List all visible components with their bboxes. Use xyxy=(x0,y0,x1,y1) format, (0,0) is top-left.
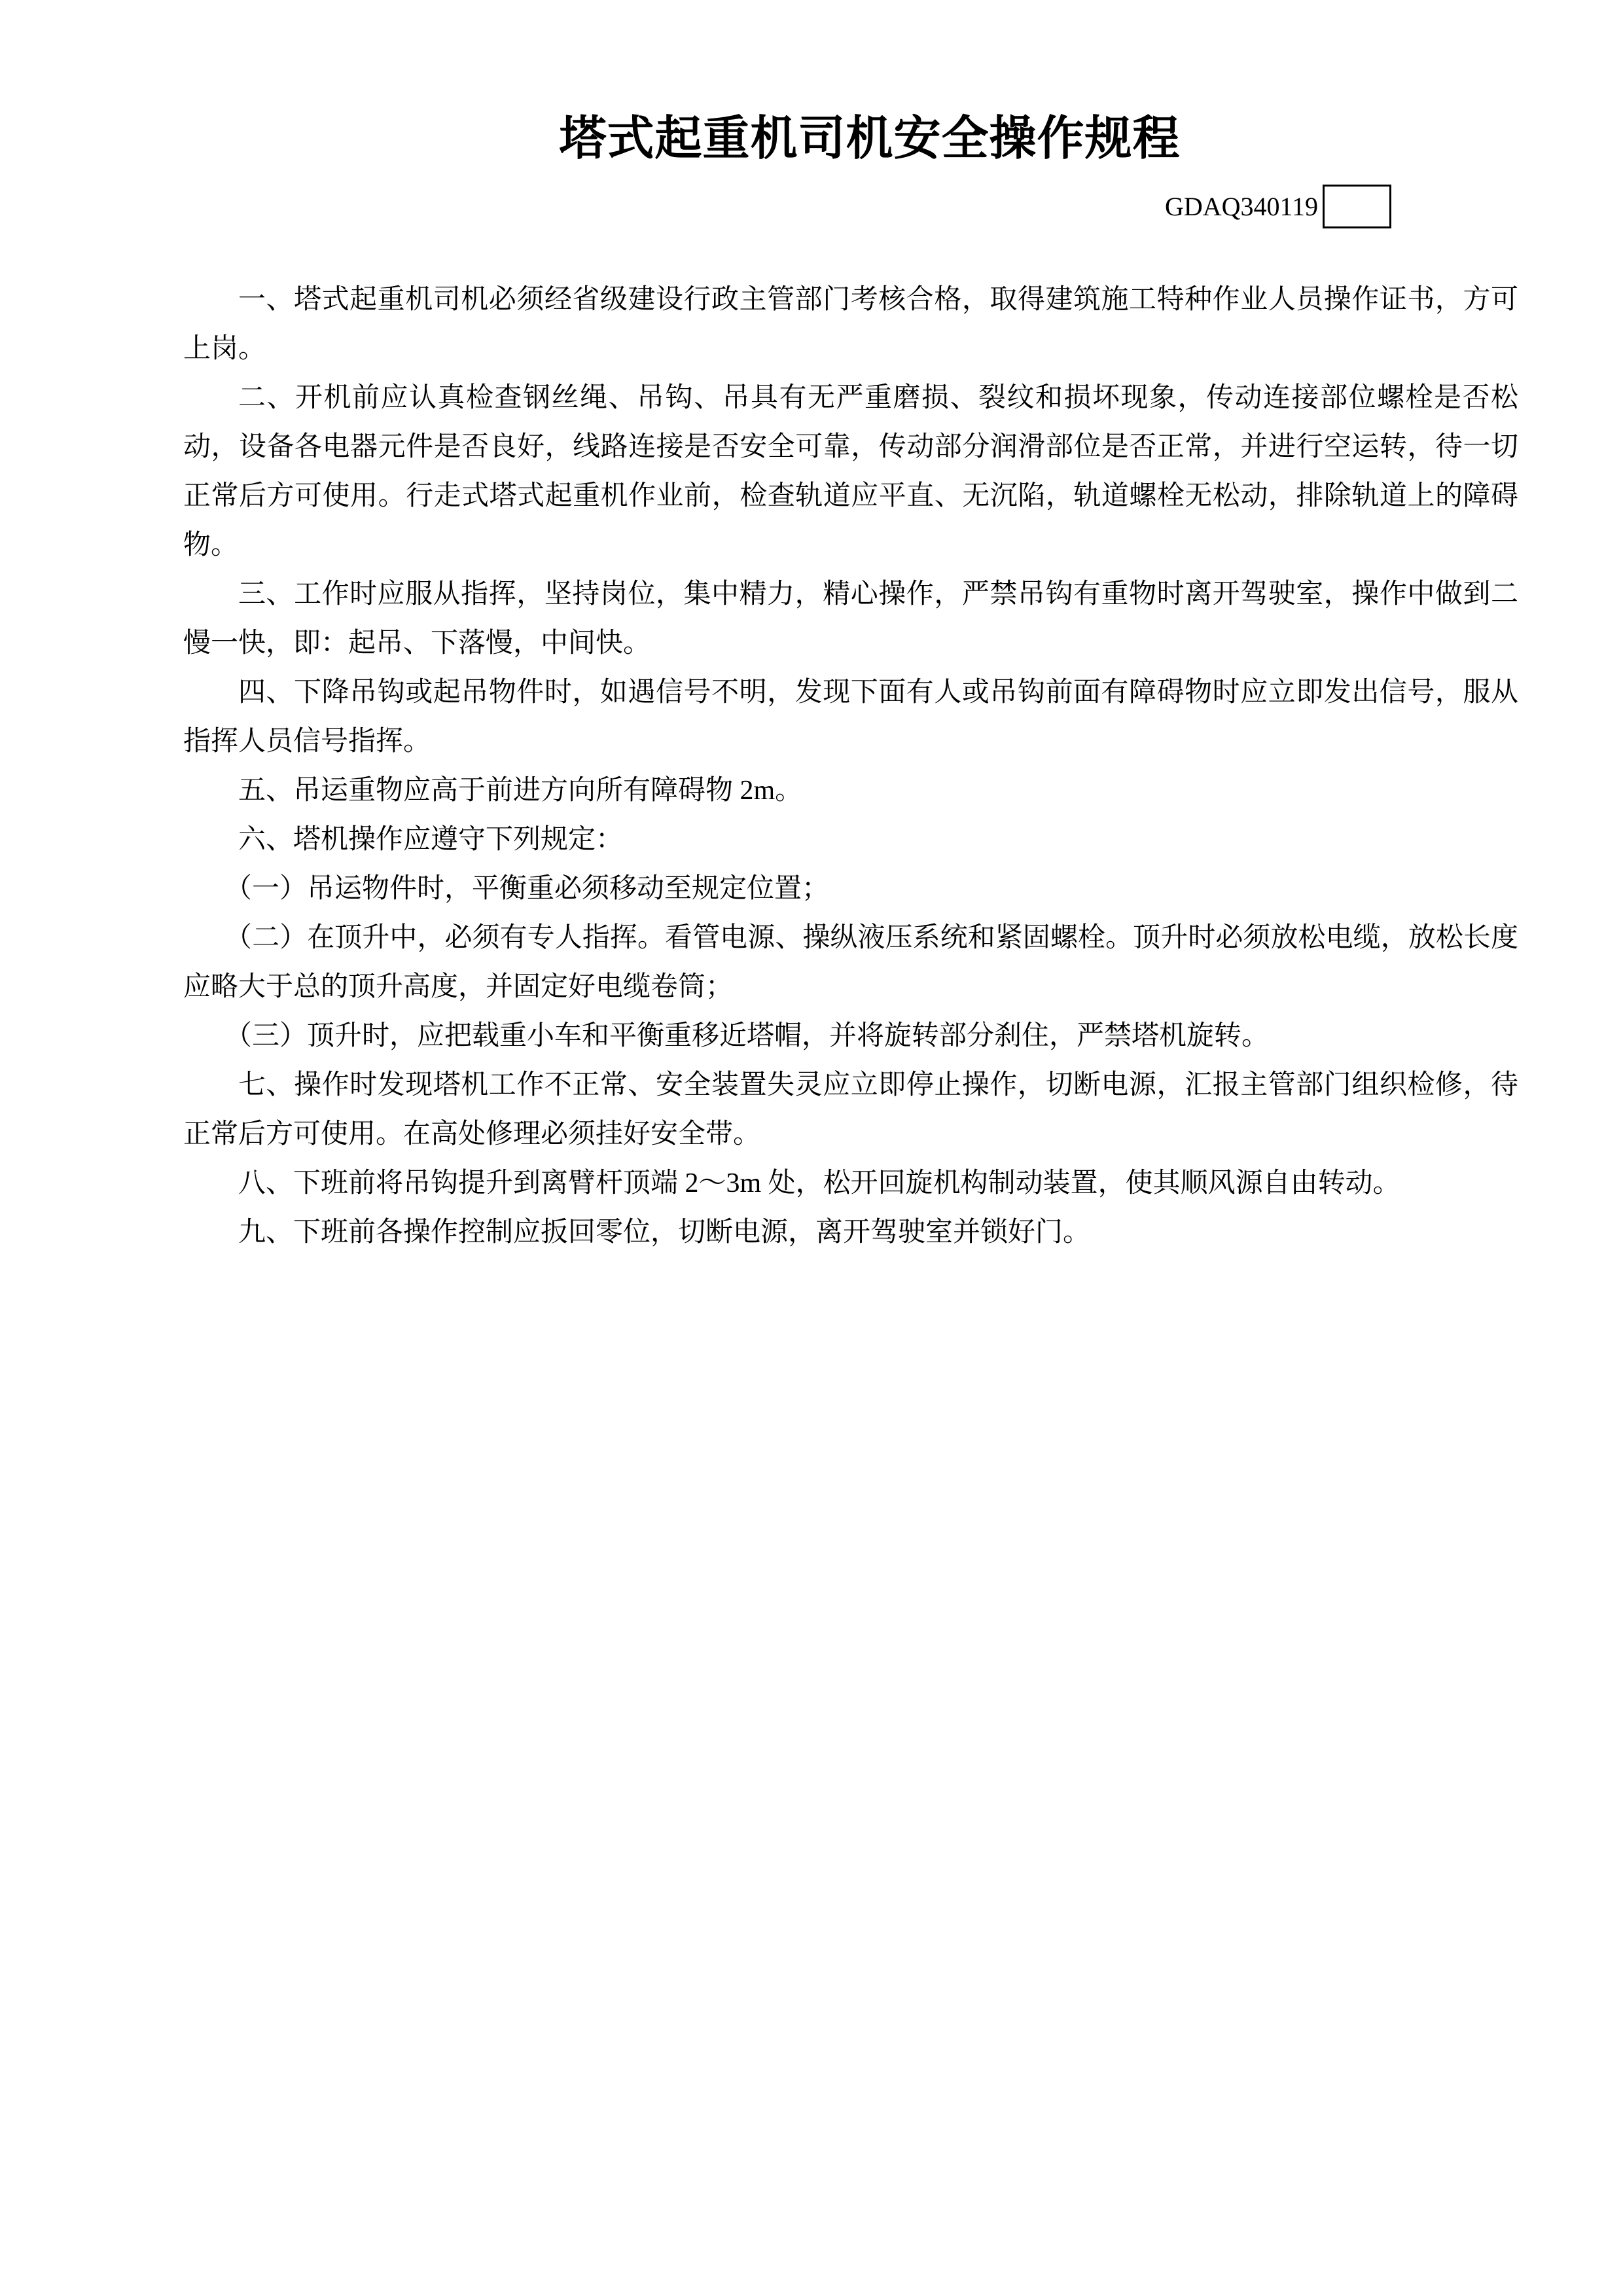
document-code-box xyxy=(1323,185,1391,228)
paragraph-04: 四、下降吊钩或起吊物件时，如遇信号不明，发现下面有人或吊钩前面有障碍物时应立即发出信号，服从指挥人员信号指挥。 xyxy=(183,677,1518,757)
paragraph-11: 八、下班前将吊钩提升到离臂杆顶端 2～3m 处，松开回旋机构制动装置，使其顺风源自由转动。 xyxy=(238,1168,1400,1198)
document-title: 塔式起重机司机安全操作规程 xyxy=(559,113,1181,165)
paragraph-02: 二、开机前应认真检查钢丝绳、吊钩、吊具有无严重磨损、裂纹和损坏现象，传动连接部位螺栓是否松动，设备各电器元件是否良好，线路连接是否安全可靠，传动部分润滑部位是否正常，并进行空运转，待一切正常后方可使用。行走式塔式起重机作业前，检查轨道应平直、无沉陷，轨道螺栓无松动，排除轨道上的障碍物。 xyxy=(183,383,1518,560)
document-body xyxy=(183,276,1518,1257)
paragraph-06: 六、塔机操作应遵守下列规定： xyxy=(238,825,624,855)
paragraph-10: 七、操作时发现塔机工作不正常、安全装置失灵应立即停止操作，切断电源，汇报主管部门组织检修，待正常后方可使用。在高处修理必须挂好安全带。 xyxy=(183,1070,1518,1149)
paragraph-08: （二）在顶升中，必须有专人指挥。看管电源、操纵液压系统和紧固螺栓。顶升时必须放松电缆，放松长度应略大于总的顶升高度，并固定好电缆卷筒； xyxy=(183,923,1518,1002)
paragraph-01: 一、塔式起重机司机必须经省级建设行政主管部门考核合格，取得建筑施工特种作业人员操作证书，方可上岗。 xyxy=(183,285,1518,364)
paragraph-05: 五、吊运重物应高于前进方向所有障碍物 2m。 xyxy=(238,776,803,806)
document-code-row xyxy=(1165,185,1391,228)
paragraph-03: 三、工作时应服从指挥，坚持岗位，集中精力，精心操作，严禁吊钩有重物时离开驾驶室，操作中做到二慢一快，即：起吊、下落慢，中间快。 xyxy=(183,579,1518,658)
paragraph-12: 九、下班前各操作控制应扳回零位，切断电源，离开驾驶室并锁好门。 xyxy=(238,1217,1091,1247)
document-code: GDAQ340119 xyxy=(1164,192,1318,221)
paragraph-07: （一）吊运物件时，平衡重必须移动至规定位置； xyxy=(224,874,830,904)
paragraph-09: （三）顶升时，应把载重小车和平衡重移近塔帽，并将旋转部分刹住，严禁塔机旋转。 xyxy=(224,1021,1270,1051)
